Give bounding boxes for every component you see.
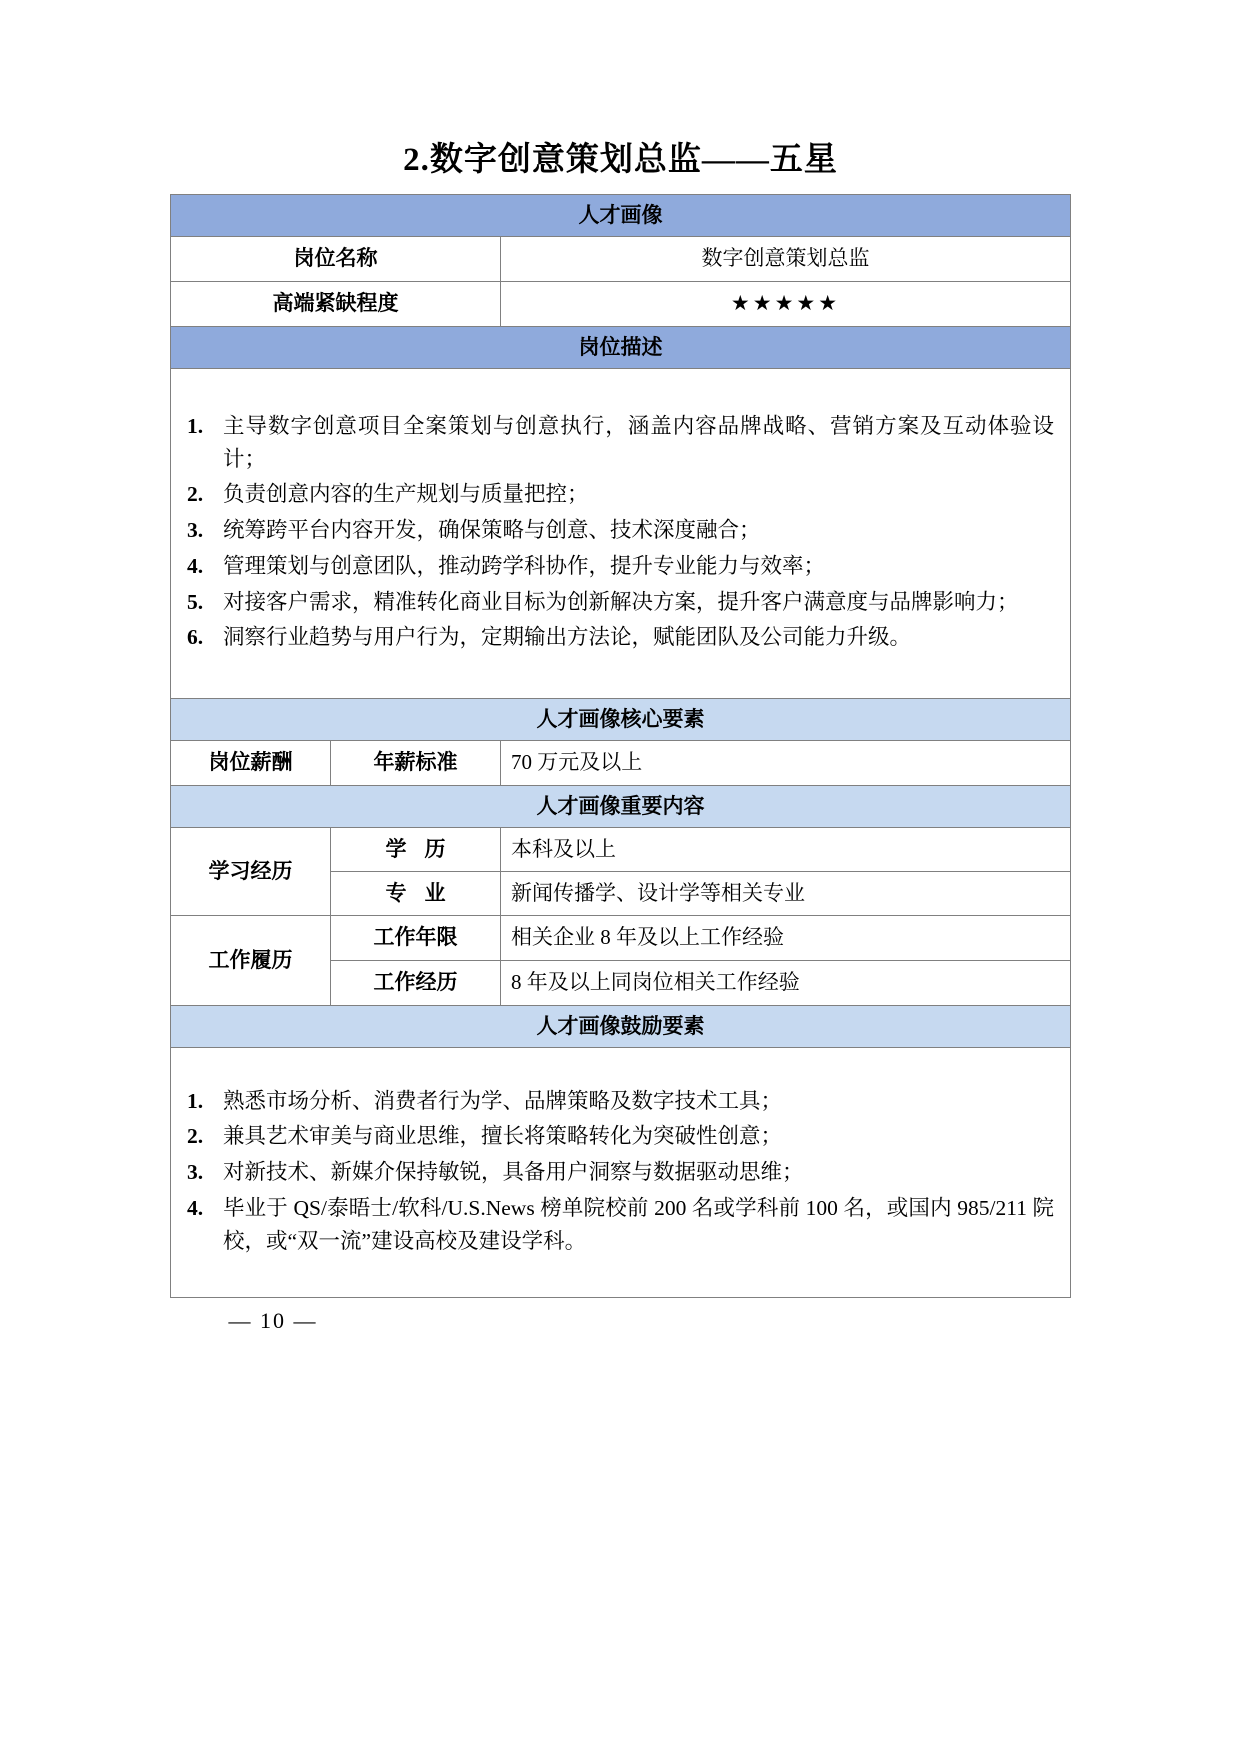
list-number: 6. bbox=[186, 625, 204, 650]
list-item bbox=[183, 478, 1054, 511]
table-row-jobdesc-header bbox=[170, 327, 1070, 369]
table-row-salary bbox=[170, 741, 1070, 786]
label-salary-group: 岗位薪酬 bbox=[170, 741, 330, 786]
label-position-name: 岗位名称 bbox=[170, 237, 500, 282]
star-rating: ★★★★★ bbox=[500, 282, 1070, 327]
value-major: 新闻传播学、设计学等相关专业 bbox=[500, 872, 1070, 916]
page-number: — 10 — bbox=[228, 1308, 318, 1333]
value-annual-salary: 70 万元及以上 bbox=[500, 741, 1070, 786]
list-item-text: 主导数字创意项目全案策划与创意执行，涵盖内容品牌战略、营销方案及互动体验设计； bbox=[222, 414, 1054, 471]
list-number: 5. bbox=[186, 589, 204, 614]
list-item-text: 统筹跨平台内容开发，确保策略与创意、技术深度融合； bbox=[222, 518, 761, 543]
list-item bbox=[183, 1120, 1054, 1153]
value-work-experience: 8 年及以上同岗位相关工作经验 bbox=[500, 961, 1070, 1006]
list-number: 4. bbox=[186, 553, 204, 578]
value-degree: 本科及以上 bbox=[500, 828, 1070, 872]
list-item bbox=[183, 550, 1054, 583]
section-header-encourage-elements: 人才画像鼓励要素 bbox=[170, 1006, 1070, 1048]
list-item bbox=[183, 410, 1054, 475]
value-position-name: 数字创意策划总监 bbox=[500, 237, 1070, 282]
encourage-cell bbox=[170, 1048, 1070, 1298]
list-item bbox=[183, 621, 1054, 654]
table-row-position bbox=[170, 237, 1070, 282]
list-item bbox=[183, 514, 1054, 547]
table-row-encourage-body bbox=[170, 1048, 1070, 1298]
label-work-experience: 工作经历 bbox=[330, 961, 500, 1006]
label-work-years: 工作年限 bbox=[330, 916, 500, 961]
page-title: 2.数字创意策划总监——五星 bbox=[403, 142, 838, 178]
list-item-text: 熟悉市场分析、消费者行为学、品牌策略及数字技术工具； bbox=[222, 1088, 782, 1113]
label-work-group: 工作履历 bbox=[170, 916, 330, 1006]
list-item-text: 对接客户需求，精准转化商业目标为创新解决方案，提升客户满意度与品牌影响力； bbox=[222, 589, 1019, 614]
table-row-work-years bbox=[170, 916, 1070, 961]
list-item-text: 对新技术、新媒介保持敏锐，具备用户洞察与数据驱动思维； bbox=[222, 1160, 804, 1185]
list-number: 1. bbox=[186, 414, 204, 439]
list-number: 3. bbox=[186, 518, 204, 543]
section-header-job-description: 岗位描述 bbox=[170, 327, 1070, 369]
list-item bbox=[183, 1156, 1054, 1189]
table-row-encourage-header bbox=[170, 1006, 1070, 1048]
label-annual-salary: 年薪标准 bbox=[330, 741, 500, 786]
job-description-cell bbox=[170, 369, 1070, 699]
section-header-important-content: 人才画像重要内容 bbox=[170, 786, 1070, 828]
table-row-degree bbox=[170, 828, 1070, 872]
label-study-group: 学习经历 bbox=[170, 828, 330, 916]
list-item-text: 毕业于 QS/泰晤士/软科/U.S.News 榜单院校前 200 名或学科前 100 名，或国内 985/211 院校，或“双一流”建设高校及建设学科。 bbox=[222, 1195, 1054, 1253]
table-row-scarcity bbox=[170, 282, 1070, 327]
list-item-text: 管理策划与创意团队，推动跨学科协作，提升专业能力与效率； bbox=[222, 553, 825, 578]
list-number: 2. bbox=[186, 1124, 204, 1149]
list-item-text: 兼具艺术审美与商业思维，擅长将策略转化为突破性创意； bbox=[222, 1124, 782, 1149]
value-work-years: 相关企业 8 年及以上工作经验 bbox=[500, 916, 1070, 961]
section-header-portrait: 人才画像 bbox=[170, 195, 1070, 237]
label-degree: 学历 bbox=[330, 828, 500, 872]
encourage-list bbox=[183, 1085, 1054, 1257]
table-row-important-header bbox=[170, 786, 1070, 828]
table-row-jobdesc-body bbox=[170, 369, 1070, 699]
list-number: 4. bbox=[186, 1195, 204, 1220]
list-number: 3. bbox=[186, 1160, 204, 1185]
list-number: 2. bbox=[186, 482, 204, 507]
table-row-portrait-header bbox=[170, 195, 1070, 237]
table-row-core-header bbox=[170, 699, 1070, 741]
section-header-core-elements: 人才画像核心要素 bbox=[170, 699, 1070, 741]
job-description-list bbox=[183, 410, 1054, 654]
label-major: 专业 bbox=[330, 872, 500, 916]
list-item bbox=[183, 1192, 1054, 1257]
talent-profile-table bbox=[170, 194, 1071, 1298]
list-item bbox=[183, 586, 1054, 619]
list-number: 1. bbox=[186, 1088, 204, 1113]
list-item bbox=[183, 1085, 1054, 1118]
label-scarcity-level: 高端紧缺程度 bbox=[170, 282, 500, 327]
list-item-text: 洞察行业趋势与用户行为，定期输出方法论，赋能团队及公司能力升级。 bbox=[222, 625, 911, 650]
list-item-text: 负责创意内容的生产规划与质量把控； bbox=[222, 482, 589, 507]
